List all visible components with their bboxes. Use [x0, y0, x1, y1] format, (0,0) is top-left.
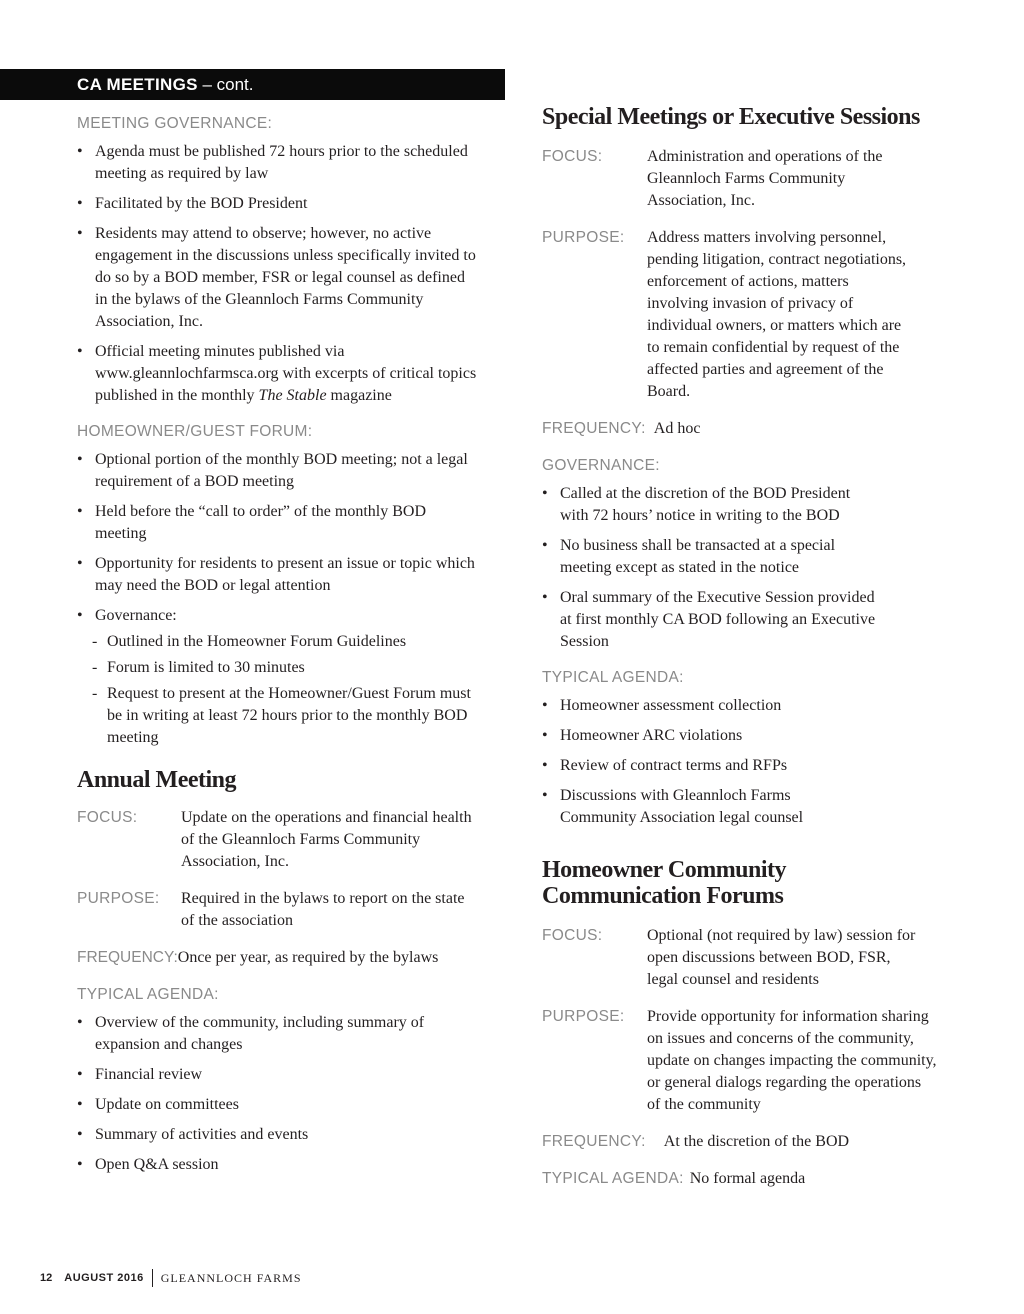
- purpose-text: Address matters involving personnel, pending litigation, contract negotiations, enforcement of actions, matters involving invasion of privacy of individual owners, or matters which are to remain confidential by request of the affected parties and agreement of the Board.: [647, 229, 907, 400]
- magazine-title: The Stable: [258, 387, 327, 404]
- list-item: • Held before the “call to order” of the monthly BOD meeting: [77, 501, 477, 545]
- list-item: • Open Q&A session: [77, 1154, 477, 1176]
- special-governance-list: [542, 483, 877, 653]
- forums-purpose-row: [542, 1006, 962, 1116]
- forums-focus-row: [542, 925, 962, 991]
- frequency-label: FREQUENCY:: [542, 420, 646, 437]
- list-item: • Homeowner assessment collection: [542, 695, 842, 717]
- list-item: • Called at the discretion of the BOD President with 72 hours’ notice in writing to the BOD: [542, 483, 877, 527]
- list-item: • Facilitated by the BOD President: [77, 193, 477, 215]
- list-item: • Discussions with Gleannloch Farms Community Association legal counsel: [542, 785, 842, 829]
- minutes-text: Official meeting minutes published via www.gleannlochfarmsca.org with excerpts of critical topics published in the monthly: [95, 343, 477, 404]
- purpose-text: Provide opportunity for information sharing on issues and concerns of the community, update on changes impacting the community, or general dialogs regarding the operations of the community: [647, 1008, 937, 1113]
- agenda-text: No formal agenda: [689, 1170, 806, 1187]
- special-focus-row: [542, 146, 962, 212]
- meeting-governance-label: MEETING GOVERNANCE:: [77, 115, 273, 132]
- forums-heading: [542, 857, 962, 909]
- list-item: • Oral summary of the Executive Session provided at first monthly CA BOD following an Executive Session: [542, 587, 877, 653]
- list-item: - Request to present at the Homeowner/Guest Forum must be in writing at least 72 hours prior to the monthly BOD meeting: [77, 683, 477, 749]
- focus-label: FOCUS:: [77, 809, 138, 826]
- annual-frequency-row: [77, 947, 477, 969]
- special-governance-label: GOVERNANCE:: [542, 457, 660, 474]
- list-item: • Agenda must be published 72 hours prior to the scheduled meeting as required by law: [77, 141, 477, 185]
- list-item: • Update on committees: [77, 1094, 477, 1116]
- page-number: 12: [40, 1272, 53, 1284]
- focus-label: FOCUS:: [542, 148, 603, 165]
- purpose-text: Required in the bylaws to report on the state of the association: [181, 890, 465, 929]
- magazine-name: GLEANNLOCH FARMS: [160, 1270, 302, 1285]
- annual-focus-row: [77, 807, 477, 873]
- focus-label: FOCUS:: [542, 927, 603, 944]
- list-item: - Outlined in the Homeowner Forum Guidelines: [77, 631, 477, 653]
- forums-heading-line-1: Homeowner Community: [542, 857, 787, 883]
- list-item: • Optional portion of the monthly BOD meeting; not a legal requirement of a BOD meeting: [77, 449, 477, 493]
- footer-divider: [152, 1269, 153, 1287]
- list-item: • Residents may attend to observe; however, no active engagement in the discussions unless specifically invited to do so by a BOD member, FSR or legal counsel as defined in the bylaws of the Gleannloch Farms Community Association, Inc.: [77, 223, 477, 333]
- list-item: [77, 341, 477, 407]
- list-item: • Governance:: [77, 605, 477, 627]
- page-footer: [40, 1269, 302, 1287]
- forums-heading-line-2: Communication Forums: [542, 883, 784, 909]
- right-column: [542, 104, 962, 1190]
- special-frequency-row: [542, 418, 962, 440]
- purpose-label: PURPOSE:: [542, 229, 625, 246]
- section-banner: [0, 69, 505, 100]
- list-item: • Review of contract terms and RFPs: [542, 755, 842, 777]
- special-meetings-heading: Special Meetings or Executive Sessions: [542, 104, 920, 130]
- list-item: • Financial review: [77, 1064, 477, 1086]
- frequency-text: Ad hoc: [653, 420, 701, 437]
- list-item: • No business shall be transacted at a special meeting except as stated in the notice: [542, 535, 877, 579]
- frequency-label: FREQUENCY:: [77, 949, 178, 966]
- issue-date: AUGUST 2016: [64, 1272, 144, 1284]
- forum-governance-sublist: [77, 631, 477, 749]
- special-agenda-label: TYPICAL AGENDA:: [542, 669, 684, 686]
- annual-agenda-label: TYPICAL AGENDA:: [77, 986, 219, 1003]
- frequency-label: FREQUENCY:: [542, 1133, 646, 1150]
- forums-frequency-row: [542, 1131, 962, 1153]
- annual-meeting-heading: Annual Meeting: [77, 767, 237, 793]
- meeting-governance-list: [77, 141, 477, 407]
- list-item: • Overview of the community, including summary of expansion and changes: [77, 1012, 477, 1056]
- banner-title: CA MEETINGS: [77, 75, 198, 94]
- list-item: - Forum is limited to 30 minutes: [77, 657, 477, 679]
- list-item: • Opportunity for residents to present an issue or topic which may need the BOD or legal attention: [77, 553, 477, 597]
- left-column: [77, 113, 477, 1184]
- purpose-label: PURPOSE:: [77, 890, 160, 907]
- focus-text: Update on the operations and financial health of the Gleannloch Farms Community Association, Inc.: [181, 809, 472, 870]
- frequency-text: Once per year, as required by the bylaws: [177, 949, 439, 966]
- special-agenda-list: [542, 695, 842, 829]
- purpose-label: PURPOSE:: [542, 1008, 625, 1025]
- forum-list: [77, 449, 477, 627]
- forum-label: HOMEOWNER/GUEST FORUM:: [77, 423, 313, 440]
- list-item: • Homeowner ARC violations: [542, 725, 842, 747]
- minutes-suffix: magazine: [326, 387, 392, 404]
- focus-text: Optional (not required by law) session for open discussions between BOD, FSR, legal counsel and residents: [647, 927, 916, 988]
- focus-text: Administration and operations of the Gleannloch Farms Community Association, Inc.: [647, 148, 883, 209]
- annual-agenda-list: [77, 1012, 477, 1176]
- list-item: • Summary of activities and events: [77, 1124, 477, 1146]
- special-purpose-row: [542, 227, 962, 403]
- agenda-label: TYPICAL AGENDA:: [542, 1170, 684, 1187]
- annual-purpose-row: [77, 888, 477, 932]
- frequency-text: At the discretion of the BOD: [663, 1133, 850, 1150]
- forums-agenda-row: [542, 1168, 962, 1190]
- banner-suffix: – cont.: [197, 75, 254, 94]
